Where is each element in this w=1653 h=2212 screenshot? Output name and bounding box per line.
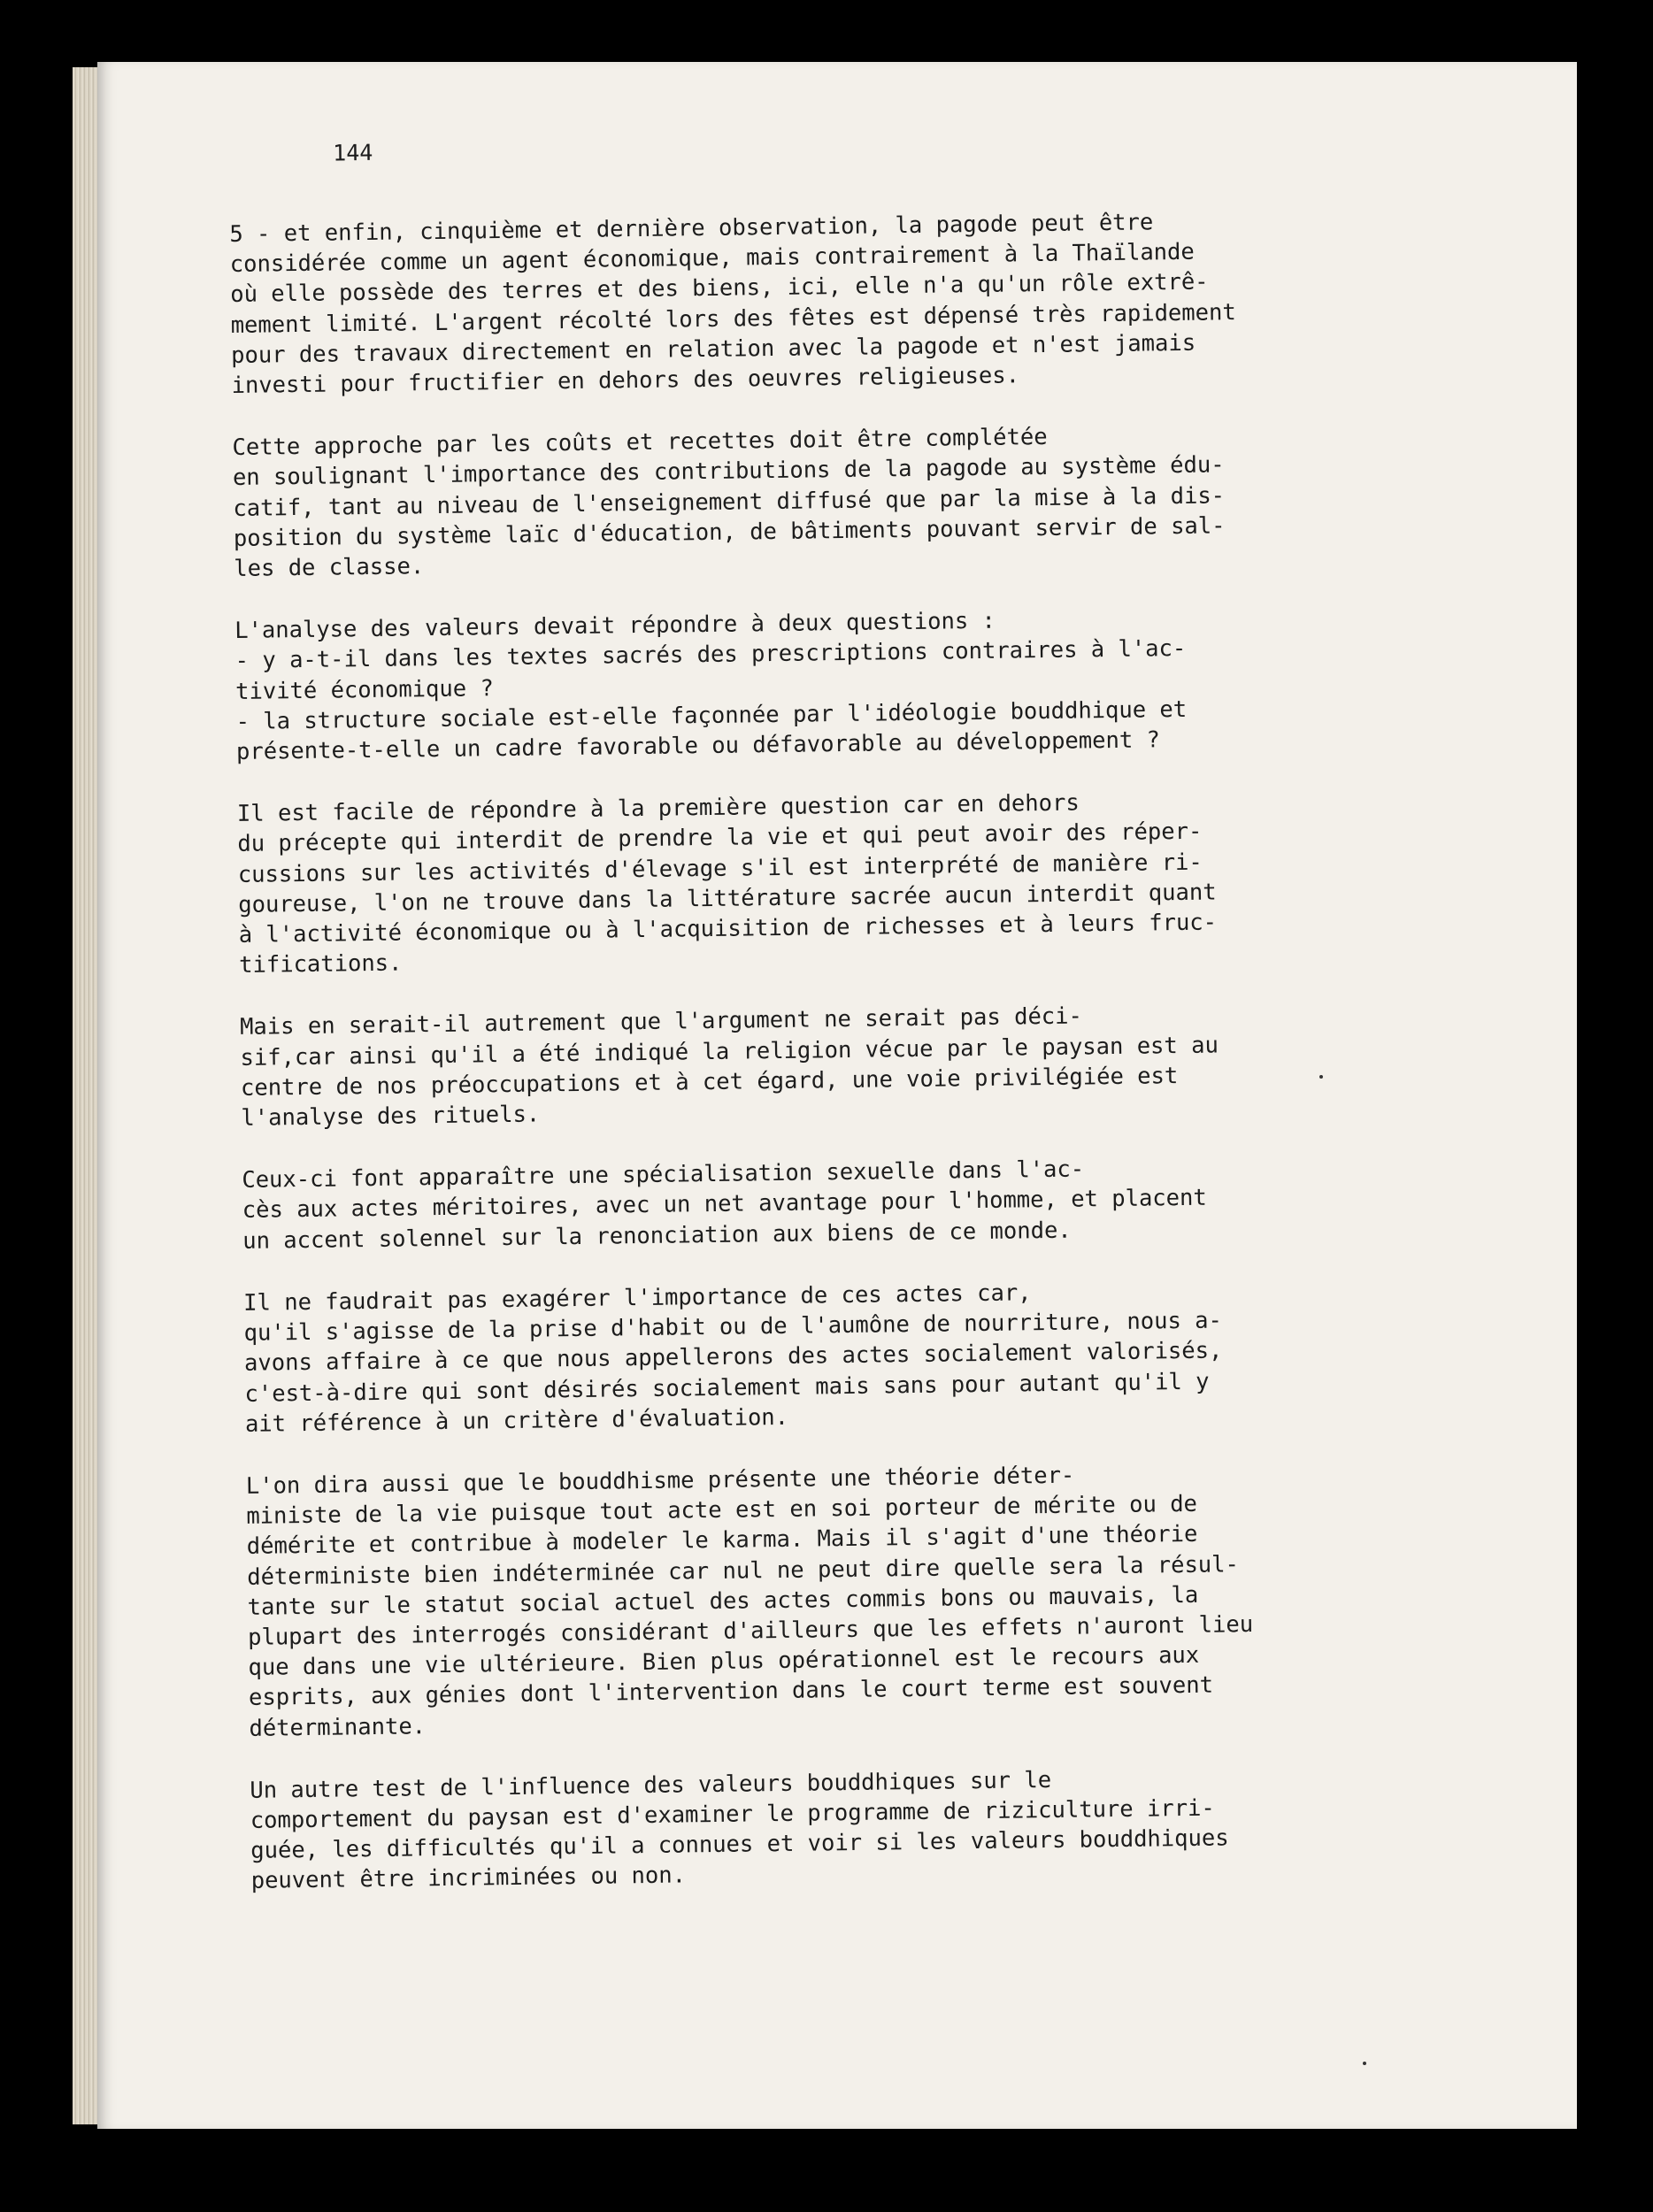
paragraph-determinism: L'on dira aussi que le bouddhisme présente une théorie déter- ministe de la vie puisque tout acte est en soi porteur de mérite ou de démérite et contribue à modeler le karma. Mais il s'agit d'une théorie déterministe bien indéterminée car nul ne peut dire quelle sera la résul- tante sur le statut social actuel des actes commis bons ou mauvais, la plupart des interrogés considérant d'ailleurs que les effets n'auront lieu que dans une vie ultérieure. Bien plus opérationnel est le recours aux esprits, aux génies dont l'intervention dans le court terme est souvent déterminante. (245, 1462, 1254, 1742)
paragraph-values-questions: L'analyse des valeurs devait répondre à deux questions : (234, 607, 996, 645)
question-1: - y a-t-il dans les textes sacrés des prescriptions contraires à l'ac- tivité économique ? (234, 635, 1187, 705)
paragraph-valued-acts: Il ne faudrait pas exagérer l'importance de ces actes car, qu'il s'agisse de la prise d'habit ou de l'aumône de nourriture, nous a- avons affaire à ce que nous appellerons des actes socialement valorisés, c'est-à-dire qui sont désirés socialement mais sans pour autant qu'il y ait référence à un critère d'évaluation. (242, 1279, 1223, 1438)
page-text-block (228, 126, 1490, 1929)
speck-mark (1363, 2062, 1366, 2065)
book-page-edges (73, 67, 100, 2124)
speck-mark (1319, 1075, 1323, 1079)
page-number: 144 (332, 139, 373, 166)
paragraph-costs-revenues: Cette approche par les coûts et recettes doit être complétée en soulignant l'importance des contributions de la pagode au système édu- catif, tant au niveau de l'enseignement diffusé que par la mise à la dis- position du système laïc d'éducation, de bâtiments pouvant servir de sal- les de classe. (232, 424, 1226, 582)
paragraph-observation-5: 5 - et enfin, cinquième et dernière observation, la pagode peut être considérée comme un agent économique, mais contrairement à la Thaïlande où elle possède des terres et des biens, ici, elle n'a qu'un rôle extrê- mement limité. L'argent récolté lors des fêtes est dépensé très rapidement pour des travaux directement en relation avec la pagode et n'est jamais investi pour fructifier en dehors des oeuvres religieuses. (229, 209, 1236, 399)
paragraph-sexual-specialization: Ceux-ci font apparaître une spécialisation sexuelle dans l'ac- cès aux actes méritoires, avec un net avantage pour l'homme, et placent un accent solennel sur la renonciation aux biens de ce monde. (242, 1156, 1207, 1255)
paragraph-rituals: Mais en serait-il autrement que l'argument ne serait pas déci- sif,car ainsi qu'il a été indiqué la religion vécue par le paysan est au centre de nos préoccupations et à cet égard, une voie privilégiée est l'analyse des rituels. (239, 1002, 1219, 1132)
question-2: - la structure sociale est-elle façonnée par l'idéologie bouddhique et présente-t-elle un cadre favorable ou défavorable au développement ? (235, 695, 1188, 765)
paragraph-irrigation-test: Un autre test de l'influence des valeurs bouddhiques sur le comportement du paysan est d'examiner le programme de riziculture irri- guée, les difficultés qu'il a connues et voir si les valeurs bouddhiques peuvent être incriminées ou non. (250, 1766, 1229, 1895)
paragraph-first-question: Il est facile de répondre à la première question car en dehors du précepte qui interdit de prendre la vie et qui peut avoir des réper- cussions sur les activités d'élevage s'il est interprété de manière ri- goureuse, l'on ne trouve dans la littérature sacrée aucun interdit quant à l'activité économique ou à l'acquisition de richesses et à leurs fruc- tifications. (236, 789, 1218, 979)
